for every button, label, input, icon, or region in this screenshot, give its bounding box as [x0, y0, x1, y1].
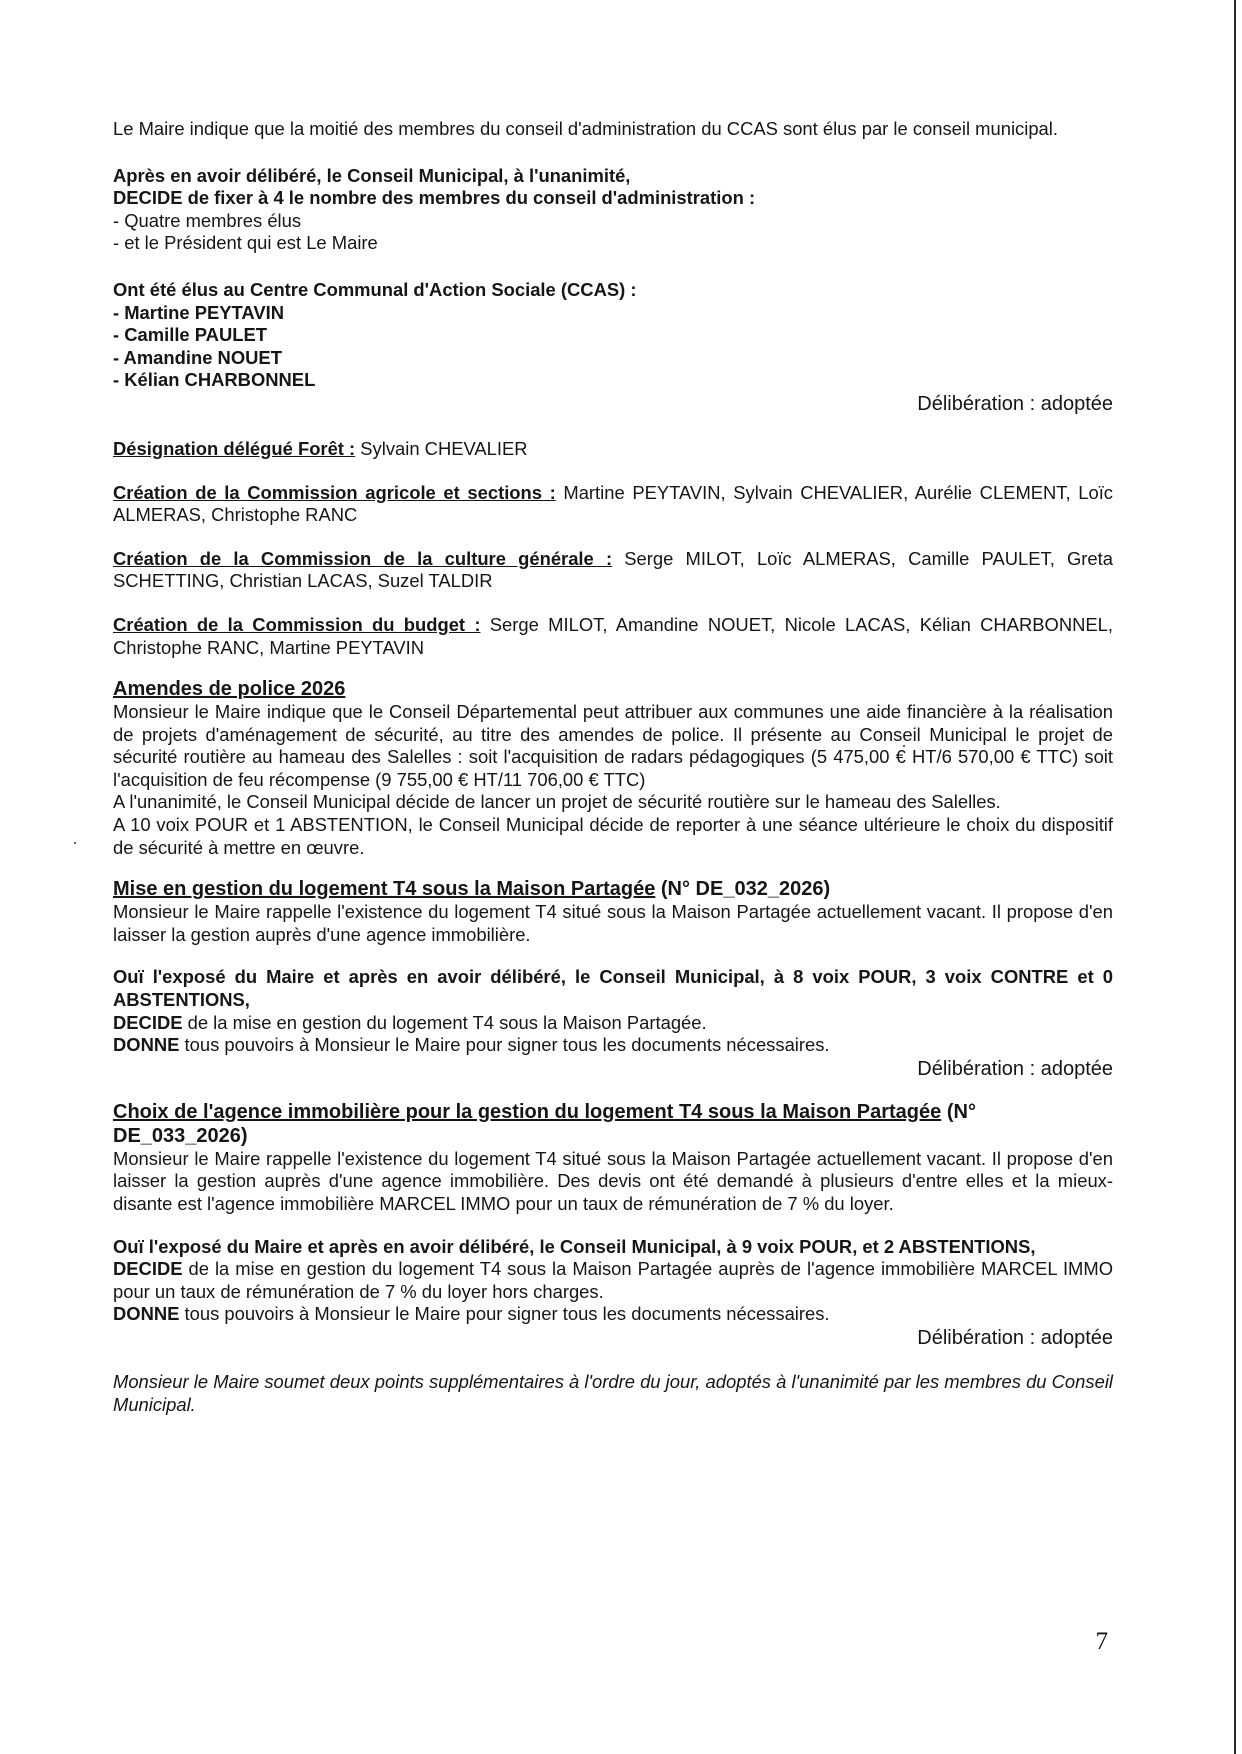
section-title: Amendes de police 2026: [113, 678, 346, 701]
decide-keyword: DECIDE: [113, 1011, 183, 1033]
ccas-elected: [113, 279, 1113, 392]
donne-text: tous pouvoirs à Monsieur le Maire pour signer tous les documents nécessaires.: [179, 1034, 830, 1056]
section-title: [113, 877, 1113, 901]
deliberation-ref: (N° DE_032_2026): [655, 878, 831, 901]
commission-members: Serge MILOT, Loïc ALMERAS, Camille PAULET, Greta SCHETTING, Christian LACAS, Suzel TALDIR: [113, 547, 1113, 592]
commission-agricole: [113, 482, 1113, 527]
section-paragraph: Monsieur le Maire rappelle l'existence du logement T4 situé sous la Maison Partagée actuellement vacant. Il propose d'en laisser la gestion auprès d'une agence immobilière.: [113, 901, 1113, 945]
donne-keyword: DONNE: [113, 1034, 180, 1056]
page-number: 7: [1095, 1628, 1108, 1655]
section-amendes: [113, 677, 1113, 859]
commission-culture: [113, 548, 1113, 593]
decide-text: de la mise en gestion du logement T4 sous la Maison Partagée.: [182, 1011, 707, 1033]
section-agence: [113, 1100, 1113, 1351]
section-title-text: Mise en gestion du logement T4 sous la Maison Partagée: [113, 878, 656, 901]
elected-member: - Kélian CHARBONNEL: [113, 369, 316, 391]
elected-member: - Camille PAULET: [113, 324, 267, 346]
decide-line: [113, 1012, 1113, 1035]
intro-paragraph: Le Maire indique que la moitié des membres du conseil d'administration du CCAS sont élus par le conseil municipal.: [113, 118, 1058, 139]
section-paragraph: A l'unanimité, le Conseil Municipal décide de lancer un projet de sécurité routière sur le hameau des Salelles.: [113, 791, 1001, 813]
donne-line: [113, 1303, 1113, 1326]
scan-speck: [74, 842, 76, 844]
adopted-label: Délibération : adoptée: [917, 392, 1113, 415]
decide-keyword: DECIDE: [113, 1258, 183, 1280]
section-logement: [113, 877, 1113, 1082]
vote-statement: Ouï l'exposé du Maire et après en avoir délibéré, le Conseil Municipal, à 8 voix POUR, 3 voix CONTRE et 0 ABSTENTIONS,: [113, 966, 1113, 1011]
deliberation-ref: (N° DE_033_2026): [113, 1100, 976, 1147]
foret-value: Sylvain CHEVALIER: [355, 437, 528, 459]
section-paragraph: Monsieur le Maire indique que le Conseil Départemental peut attribuer aux communes une aide financière à la réalisation de projets d'aménagement de sécurité, au titre des amendes de police. Il présente au Conseil Municipal le projet de sécurité routière au hameau des Salelles : soit l'acquisition de radars pédagogiques (5 475,00 € HT/6 570,00 € TTC) soit l'acquisition de feu récompense (9 755,00 € HT/11 706,00 € TTC): [113, 701, 1113, 790]
decision-line: Après en avoir délibéré, le Conseil Municipal, à l'unanimité,: [113, 164, 631, 186]
decide-line: [113, 1258, 1113, 1303]
donne-text: tous pouvoirs à Monsieur le Maire pour signer tous les documents nécessaires.: [179, 1303, 830, 1325]
decision-item: - et le Président qui est Le Maire: [113, 232, 378, 254]
commission-budget: [113, 614, 1113, 659]
commission-members: Serge MILOT, Amandine NOUET, Nicole LACAS, Kélian CHARBONNEL, Christophe RANC, Martine PEYTAVIN: [113, 613, 1113, 658]
scan-page-edge: [1234, 0, 1236, 1754]
commission-label: Création de la Commission de la culture générale :: [113, 547, 613, 569]
elected-member: - Amandine NOUET: [113, 346, 282, 368]
section-title: [113, 1100, 1113, 1148]
decision-line: DECIDE de fixer à 4 le nombre des membres du conseil d'administration :: [113, 187, 756, 209]
donne-keyword: DONNE: [113, 1303, 180, 1325]
decide-text: de la mise en gestion du logement T4 sous la Maison Partagée auprès de l'agence immobilière MARCEL IMMO pour un taux de rémunération de 7 % du loyer hors charges.: [113, 1258, 1113, 1302]
section-paragraph: Monsieur le Maire rappelle l'existence du logement T4 situé sous la Maison Partagée actuellement vacant. Il propose d'en laisser la gestion auprès d'une agence immobilière. Des devis ont été demandé à plusieurs d'entre elles et la mieux-disante est l'agence immobilière MARCEL IMMO pour un taux de rémunération de 7 % du loyer.: [113, 1147, 1113, 1214]
ccas-decision: [113, 165, 1113, 255]
adopted-label: Délibération : adoptée: [917, 1057, 1113, 1080]
adopted-label: Délibération : adoptée: [917, 1326, 1113, 1349]
commission-members: Martine PEYTAVIN, Sylvain CHEVALIER, Aurélie CLEMENT, Loïc ALMERAS, Christophe RANC: [113, 481, 1113, 526]
section-paragraph: A 10 voix POUR et 1 ABSTENTION, le Conseil Municipal décide de reporter à une séance ultérieure le choix du dispositif de sécurité à mettre en œuvre.: [113, 814, 1113, 858]
commission-label: Création de la Commission agricole et sections :: [113, 481, 556, 503]
decision-item: - Quatre membres élus: [113, 209, 302, 231]
closing-note: Monsieur le Maire soumet deux points supplémentaires à l'ordre du jour, adoptés à l'unanimité par les membres du Conseil Municipal.: [113, 1370, 1113, 1415]
foret-label: Désignation délégué Forêt :: [113, 437, 356, 459]
elected-heading: Ont été élus au Centre Communal d'Action Sociale (CCAS) :: [113, 278, 637, 300]
commission-label: Création de la Commission du budget :: [113, 613, 481, 635]
foret-delegate: [113, 438, 1113, 461]
vote-statement: Ouï l'exposé du Maire et après en avoir délibéré, le Conseil Municipal, à 9 voix POUR, et 2 ABSTENTIONS,: [113, 1235, 1036, 1257]
donne-line: [113, 1034, 1113, 1057]
document-body: [113, 118, 1113, 1416]
section-title-text: Choix de l'agence immobilière pour la gestion du logement T4 sous la Maison Partagée: [113, 1100, 942, 1123]
elected-member: - Martine PEYTAVIN: [113, 301, 284, 323]
